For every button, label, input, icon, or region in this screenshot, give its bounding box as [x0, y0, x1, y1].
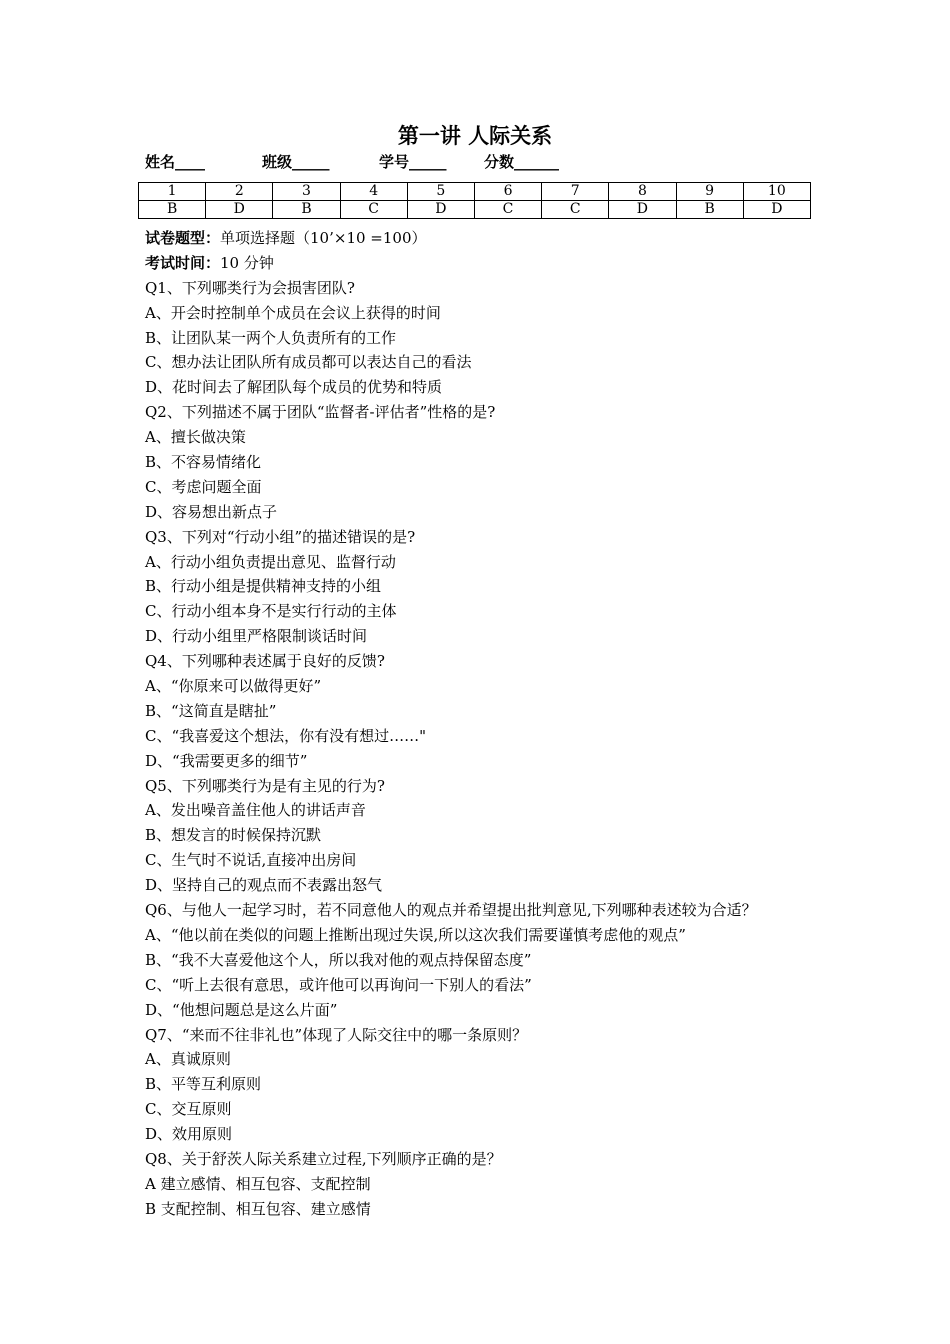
question-text: Q3、下列对“行动小组”的描述错误的是? [145, 527, 416, 546]
page-title: 第一讲 人际关系 [397, 124, 553, 148]
answer-cell: D [206, 201, 273, 219]
option-text: A、“你原来可以做得更好” [145, 677, 322, 696]
question-text: Q5、下列哪类行为是有主见的行为? [145, 776, 385, 795]
option-text: B、不容易情绪化 [145, 453, 262, 472]
option-text: C、“听上去很有意思，或许他可以再询问一下别人的看法” [145, 975, 532, 994]
option-text: C、交互原则 [145, 1100, 232, 1119]
name-field: 姓名____ [145, 153, 206, 171]
option-text: C、考虑问题全面 [145, 477, 262, 496]
option-text: D、“我需要更多的细节” [145, 751, 308, 770]
option-text: B 支配控制、相互包容、建立感情 [145, 1199, 371, 1218]
exam-type-line [145, 226, 835, 251]
question-number-cell: 8 [609, 183, 676, 201]
question-number-cell: 6 [474, 183, 541, 201]
question-number-cell: 5 [407, 183, 474, 201]
option-text: C、生气时不说话,直接冲出房间 [145, 851, 357, 870]
answer-cell: D [743, 201, 810, 219]
question-number-cell: 2 [206, 183, 273, 201]
question-text: Q6、与他人一起学习时，若不同意他人的观点并希望提出批判意见,下列哪种表述较为合适？ [145, 901, 757, 920]
answer-cell: B [273, 201, 340, 219]
option-text: D、容易想出新点子 [145, 502, 278, 521]
answer-cell: C [340, 201, 407, 219]
option-text: A、行动小组负责提出意见、监督行动 [145, 552, 396, 571]
option-text: A、擅长做决策 [145, 428, 246, 447]
option-text: D、花时间去了解团队每个成员的优势和特质 [145, 378, 443, 397]
option-text: A、发出噪音盖住他人的讲话声音 [145, 801, 366, 820]
exam-type-label: 试卷题型： [145, 229, 221, 247]
option-text: D、“他想问题总是这么片面” [145, 1000, 338, 1019]
option-text: B、平等互利原则 [145, 1075, 262, 1094]
question-text: Q7、“来而不往非礼也”体现了人际交往中的哪一条原则？ [145, 1025, 528, 1044]
question-number-cell: 3 [273, 183, 340, 201]
exam-time-label: 考试时间： [145, 253, 221, 272]
answer-cell: B [676, 201, 743, 219]
option-text: A、“他以前在类似的问题上推断出现过失误,所以这次我们需要谨慎考虑他的观点” [145, 925, 686, 944]
option-text: B、“这简直是瞎扯” [145, 701, 277, 720]
option-text: A、开会时控制单个成员在会议上获得的时间 [145, 303, 441, 322]
answer-cell: B [139, 201, 206, 219]
student-id-field: 学号_____ [379, 153, 447, 171]
option-text: B、让团队某一两个人负责所有的工作 [145, 328, 397, 347]
question-number-cell: 10 [743, 183, 810, 201]
option-text: B、行动小组是提供精神支持的小组 [145, 577, 382, 596]
answer-cell: D [609, 201, 676, 219]
question-number-cell: 9 [676, 183, 743, 201]
question-text: Q1、下列哪类行为会损害团队? [145, 278, 355, 297]
exam-time-line [145, 251, 835, 276]
question-list [145, 226, 835, 1222]
option-text: B、“我不大喜爱他这个人，所以我对他的观点持保留态度” [145, 950, 532, 969]
answer-cell: D [407, 201, 474, 219]
option-text: A 建立感情、相互包容、支配控制 [145, 1174, 371, 1193]
option-text: B、想发言的时候保持沉默 [145, 826, 322, 845]
option-text: C、行动小组本身不是实行行动的主体 [145, 602, 397, 621]
question-number-row [139, 183, 811, 201]
answer-cell: C [474, 201, 541, 219]
option-text: D、行动小组里严格限制谈话时间 [145, 627, 368, 646]
class-field: 班级_____ [262, 153, 330, 171]
question-text: Q8、关于舒茨人际关系建立过程,下列顺序正确的是？ [145, 1149, 502, 1168]
question-text: Q4、下列哪种表述属于良好的反馈? [145, 652, 385, 671]
question-number-cell: 1 [139, 183, 206, 201]
option-text: C、想办法让团队所有成员都可以表达自己的看法 [145, 353, 472, 372]
option-text: A、真诚原则 [145, 1050, 231, 1069]
option-text: C、“我喜爱这个想法，你有没有想过……" [145, 726, 427, 745]
answer-cell: C [542, 201, 609, 219]
exam-time-value: 10 分钟 [220, 253, 274, 272]
exam-type-value: 单项选择题（10’×10 =100） [220, 229, 427, 247]
answer-key-table [138, 182, 811, 219]
answer-row [139, 201, 811, 219]
question-number-cell: 7 [542, 183, 609, 201]
question-number-cell: 4 [340, 183, 407, 201]
score-field: 分数______ [484, 153, 560, 171]
option-text: D、效用原则 [145, 1125, 233, 1144]
option-text: D、坚持自己的观点而不表露出怒气 [145, 876, 383, 895]
question-text: Q2、下列描述不属于团队“监督者-评估者”性格的是? [145, 403, 496, 422]
